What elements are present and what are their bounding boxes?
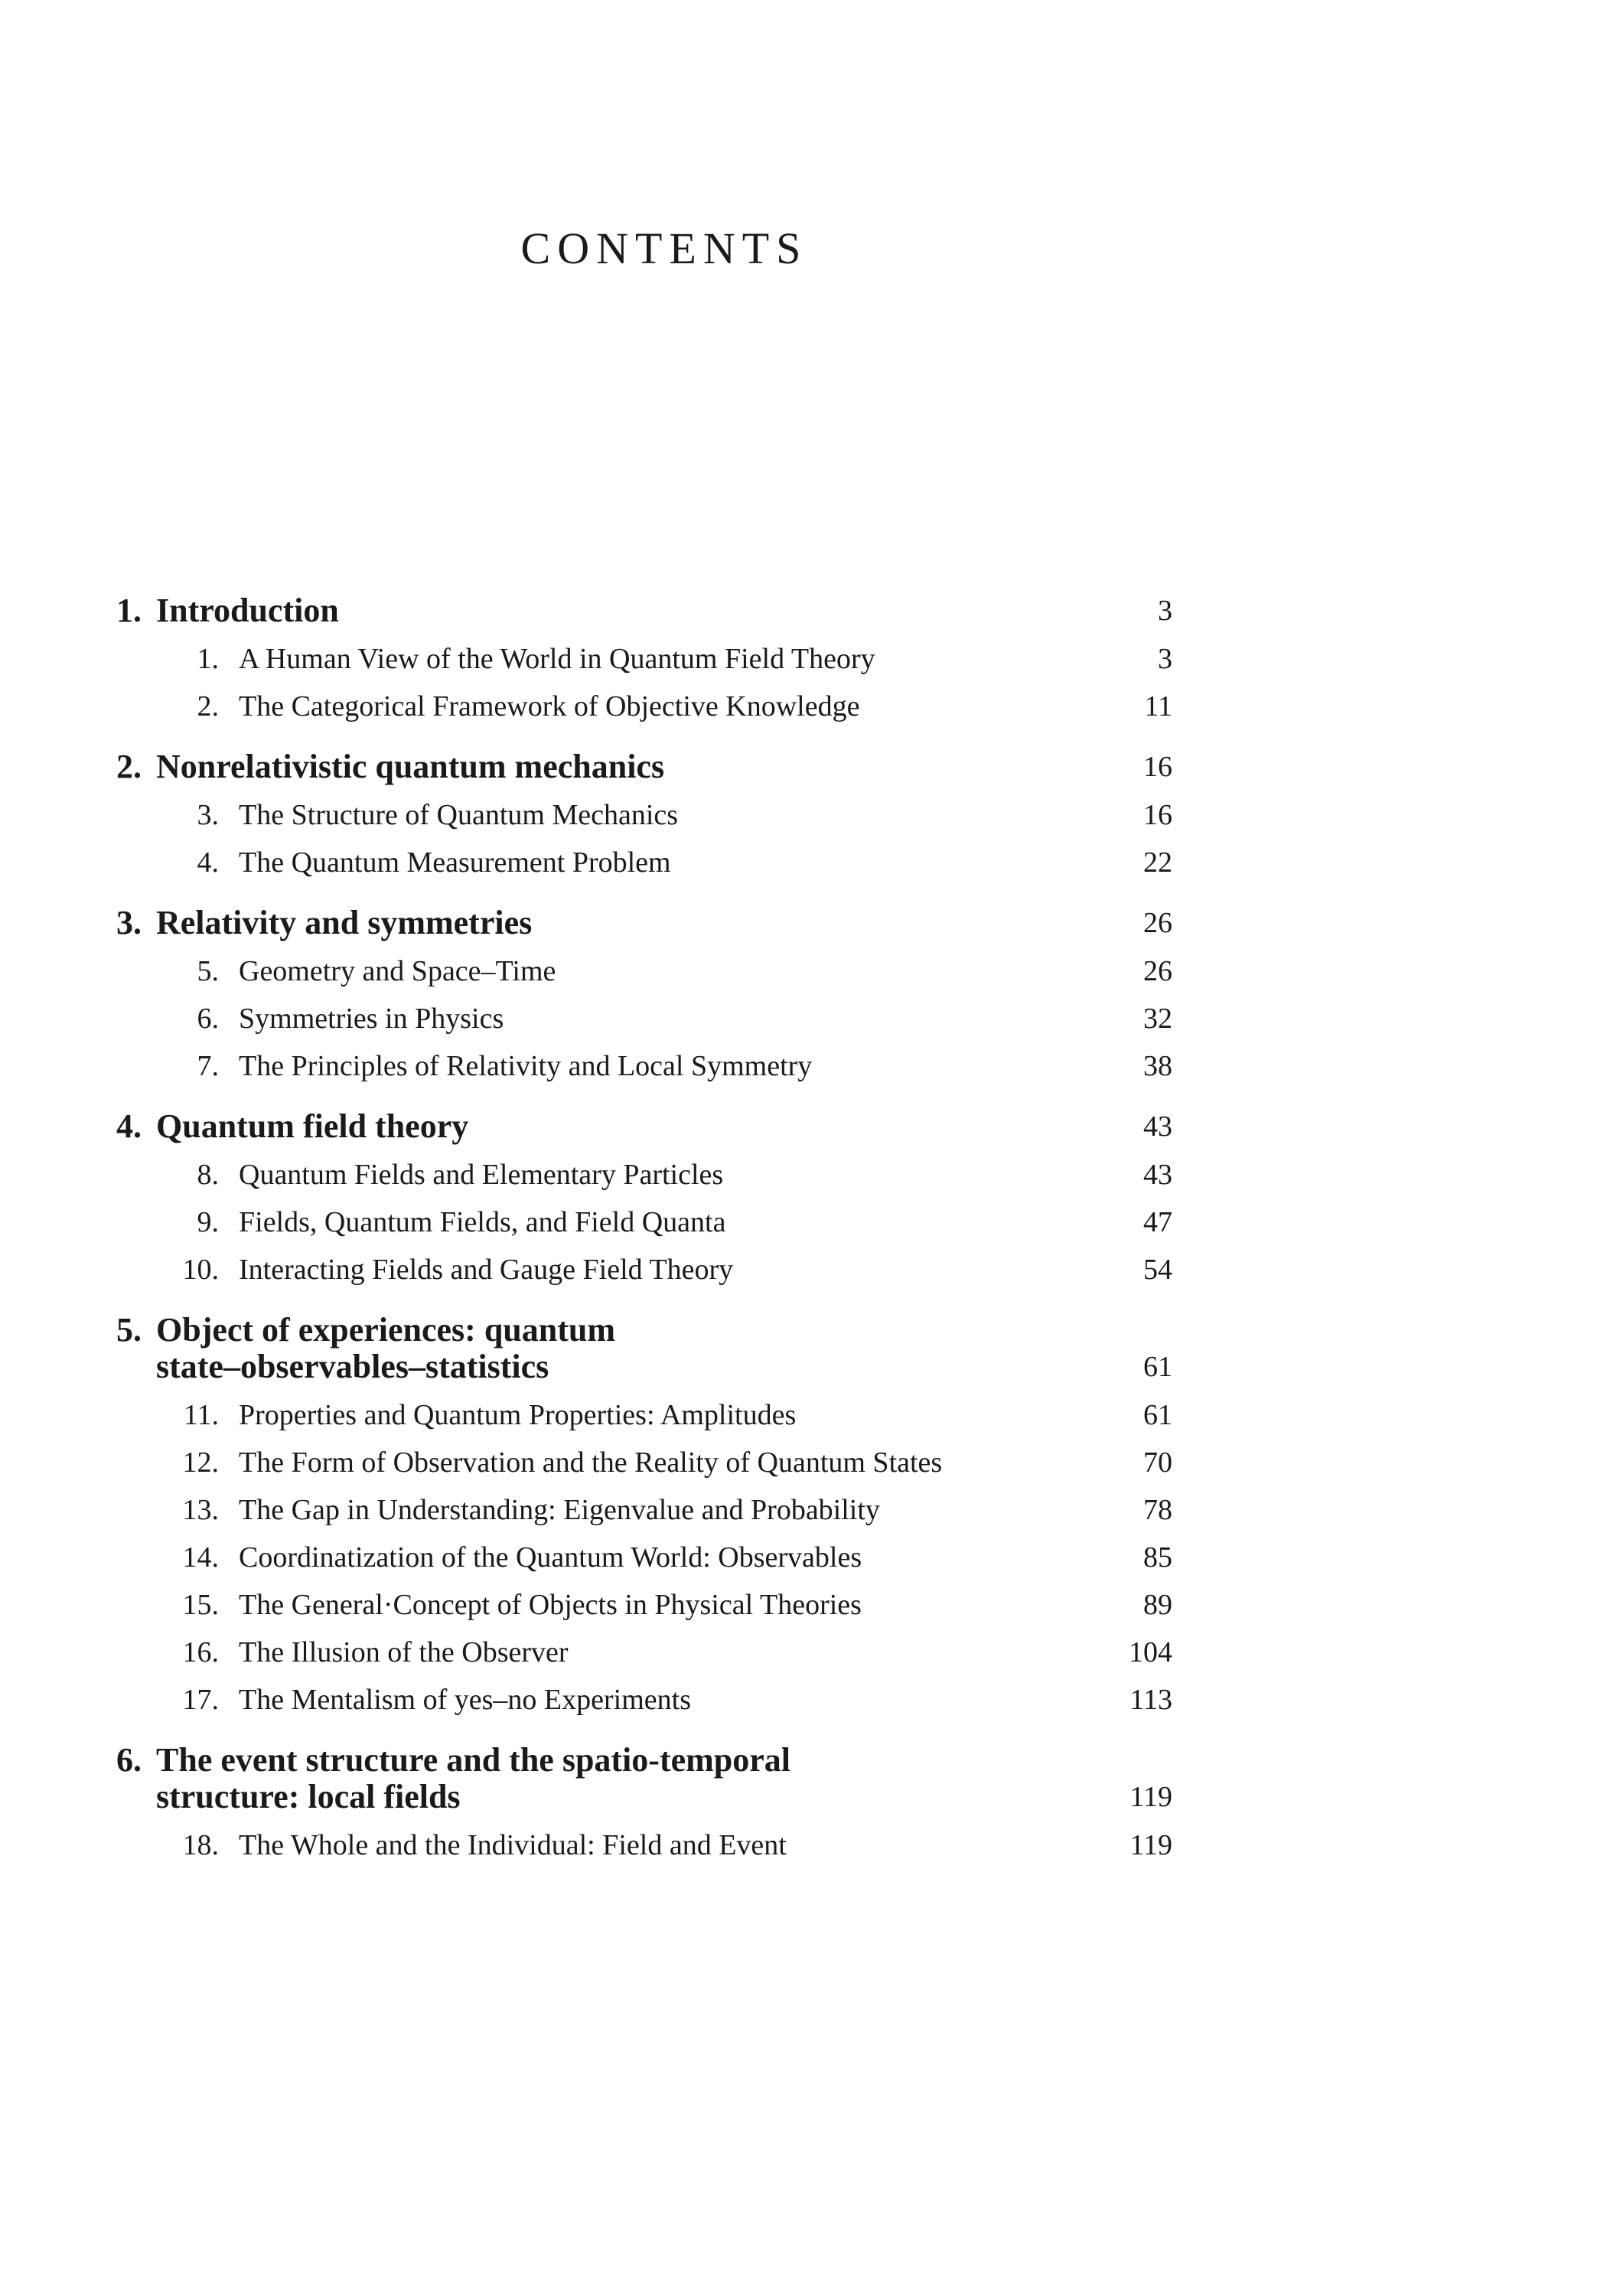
- chapter-page-number: 78: [1143, 1494, 1172, 1526]
- toc-part: [116, 1309, 1172, 1724]
- part-title-line: Introduction: [156, 592, 339, 629]
- toc-chapter-entry: [116, 635, 1172, 683]
- part-number: 5.: [116, 1311, 142, 1349]
- toc-chapter-entry: [116, 1676, 1172, 1724]
- chapter-number: 14.: [182, 1541, 219, 1574]
- part-page-number: 3: [1158, 595, 1172, 627]
- chapter-title: The Form of Observation and the Reality of Quantum States: [239, 1446, 943, 1479]
- chapter-title: Properties and Quantum Properties: Amplitudes: [239, 1399, 797, 1431]
- part-heading: [116, 745, 1172, 791]
- chapter-page-number: 43: [1143, 1159, 1172, 1191]
- toc-chapter-entry: [116, 1534, 1172, 1581]
- chapter-page-number: 104: [1129, 1636, 1172, 1668]
- toc-chapter-entry: [116, 1199, 1172, 1246]
- toc-chapter-entry: [116, 1821, 1172, 1869]
- chapter-number: 15.: [182, 1589, 219, 1621]
- part-number: 3.: [116, 904, 142, 941]
- chapter-page-number: 89: [1143, 1589, 1172, 1621]
- chapter-page-number: 32: [1143, 1003, 1172, 1035]
- chapter-page-number: 113: [1129, 1684, 1172, 1716]
- part-title-line: Object of experiences: quantum: [156, 1311, 616, 1349]
- chapter-page-number: 38: [1143, 1050, 1172, 1082]
- part-title-line: The event structure and the spatio-temporal: [156, 1741, 790, 1779]
- chapter-number: 17.: [182, 1684, 219, 1716]
- chapter-page-number: 70: [1143, 1446, 1172, 1479]
- chapter-title: The Quantum Measurement Problem: [239, 846, 671, 879]
- toc-chapter-entry: [116, 1246, 1172, 1293]
- chapter-number: 13.: [182, 1494, 219, 1526]
- part-heading: [116, 1739, 1172, 1821]
- chapter-number: 11.: [183, 1399, 219, 1431]
- chapter-page-number: 16: [1143, 799, 1172, 831]
- chapter-title: Coordinatization of the Quantum World: Observables: [239, 1541, 862, 1574]
- chapter-number: 5.: [197, 955, 219, 987]
- chapter-title: Geometry and Space–Time: [239, 955, 556, 987]
- chapter-title: The Gap in Understanding: Eigenvalue and Probability: [239, 1494, 880, 1526]
- chapter-page-number: 85: [1143, 1541, 1172, 1574]
- part-title-line: Quantum field theory: [156, 1107, 469, 1145]
- toc-part: [116, 745, 1172, 886]
- toc-chapter-entry: [116, 1391, 1172, 1439]
- part-number: 6.: [116, 1741, 142, 1779]
- part-page-number: 16: [1143, 751, 1172, 783]
- chapter-number: 18.: [182, 1829, 219, 1861]
- part-title-line: structure: local fields: [156, 1778, 461, 1815]
- chapter-page-number: 47: [1143, 1206, 1172, 1238]
- part-title-line: Relativity and symmetries: [156, 904, 533, 941]
- chapter-title: The Whole and the Individual: Field and Event: [239, 1829, 787, 1861]
- chapter-title: The Illusion of the Observer: [239, 1636, 569, 1668]
- chapter-page-number: 61: [1143, 1399, 1172, 1431]
- part-number: 2.: [116, 748, 142, 785]
- chapter-title: Interacting Fields and Gauge Field Theory: [239, 1254, 734, 1286]
- chapter-title: Symmetries in Physics: [239, 1003, 504, 1035]
- chapter-page-number: 26: [1143, 955, 1172, 987]
- toc-part: [116, 1105, 1172, 1293]
- toc-chapter-entry: [116, 1439, 1172, 1486]
- chapter-number: 12.: [182, 1446, 219, 1479]
- chapter-number: 3.: [197, 799, 219, 831]
- toc-chapter-entry: [116, 683, 1172, 730]
- part-number: 1.: [116, 592, 142, 629]
- table-of-contents: [116, 589, 1172, 1869]
- part-title-line: Nonrelativistic quantum mechanics: [156, 748, 665, 785]
- part-title-line: state–observables–statistics: [156, 1348, 549, 1385]
- toc-part: [116, 1739, 1172, 1869]
- chapter-title: The Categorical Framework of Objective Knowledge: [239, 690, 860, 722]
- toc-chapter-entry: [116, 1486, 1172, 1534]
- toc-chapter-entry: [116, 1629, 1172, 1676]
- part-heading: [116, 902, 1172, 947]
- chapter-page-number: 11: [1144, 690, 1172, 722]
- part-heading: [116, 1105, 1172, 1151]
- chapter-title: The General·Concept of Objects in Physical Theories: [239, 1589, 862, 1621]
- part-heading: [116, 589, 1172, 635]
- chapter-number: 6.: [197, 1003, 219, 1035]
- chapter-number: 1.: [197, 643, 219, 675]
- chapter-title: Quantum Fields and Elementary Particles: [239, 1159, 724, 1191]
- chapter-title: The Principles of Relativity and Local Symmetry: [239, 1050, 813, 1082]
- chapter-page-number: 3: [1158, 643, 1172, 675]
- toc-part: [116, 589, 1172, 730]
- chapter-number: 16.: [182, 1636, 219, 1668]
- part-page-number: 119: [1129, 1781, 1172, 1813]
- part-page-number: 43: [1143, 1110, 1172, 1143]
- chapter-page-number: 54: [1143, 1254, 1172, 1286]
- toc-chapter-entry: [116, 791, 1172, 839]
- part-heading: [116, 1309, 1172, 1391]
- toc-chapter-entry: [116, 839, 1172, 886]
- chapter-title: Fields, Quantum Fields, and Field Quanta: [239, 1206, 726, 1238]
- chapter-title: The Mentalism of yes–no Experiments: [239, 1684, 691, 1716]
- chapter-page-number: 22: [1143, 846, 1172, 879]
- toc-chapter-entry: [116, 1581, 1172, 1629]
- part-number: 4.: [116, 1107, 142, 1145]
- toc-chapter-entry: [116, 947, 1172, 995]
- chapter-number: 9.: [197, 1206, 219, 1238]
- chapter-number: 2.: [197, 690, 219, 722]
- toc-chapter-entry: [116, 1151, 1172, 1199]
- chapter-number: 8.: [197, 1159, 219, 1191]
- chapter-title: A Human View of the World in Quantum Field Theory: [239, 643, 875, 675]
- chapter-number: 10.: [182, 1254, 219, 1286]
- chapter-number: 4.: [197, 846, 219, 879]
- toc-chapter-entry: [116, 995, 1172, 1042]
- page-title: CONTENTS: [520, 223, 808, 273]
- chapter-title: The Structure of Quantum Mechanics: [239, 799, 679, 831]
- chapter-number: 7.: [197, 1050, 219, 1082]
- toc-chapter-entry: [116, 1042, 1172, 1090]
- chapter-page-number: 119: [1129, 1829, 1172, 1861]
- toc-part: [116, 902, 1172, 1090]
- part-page-number: 61: [1143, 1351, 1172, 1383]
- part-page-number: 26: [1143, 907, 1172, 939]
